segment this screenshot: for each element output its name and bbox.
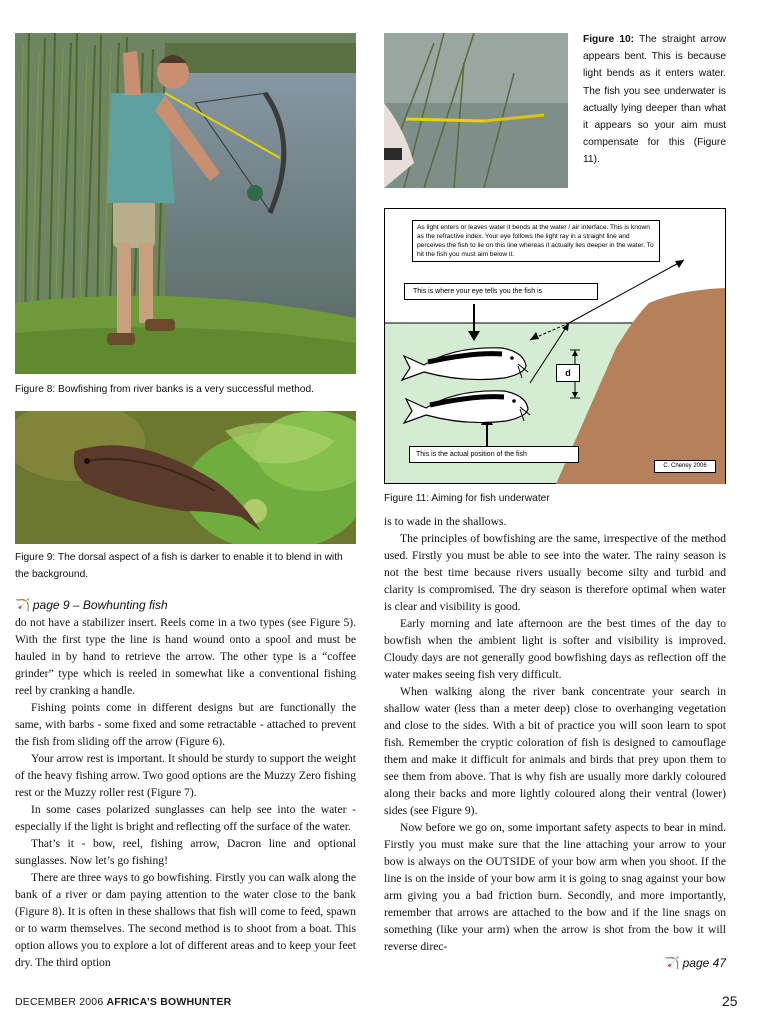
archer-icon: 🏹 [664,956,680,970]
issue-date: DECEMBER 2006 [15,996,104,1008]
figure-11-diagram [384,208,726,484]
body-paragraph: is to wade in the shallows. [384,515,507,528]
figure-9-photo [15,411,356,544]
bent-arrow-water-image [384,33,568,188]
body-paragraph: do not have a stabilizer insert. Reels come in a two types (see Figure 5). With the first type the line is hand wound onto a spool and must be hauled in by hand to retrieve the arrow. The other type is a “coffee grinder” type which is reeled in somewhat like a conventional fishing reel by cranking a handle. [15,616,356,697]
figure-11-caption: Figure 11: Aiming for fish underwater [384,493,550,504]
body-paragraph: That’s it - bow, reel, fishing arrow, Dacron line and optional sunglasses. Now let’s go fishing! [15,837,356,867]
jump-to-line[interactable] [384,955,726,972]
apparent-position-label: This is where your eye tells you the fish is [404,283,598,300]
figure-10-photo [384,33,568,188]
figure-10-caption [583,31,726,169]
fish-underwater-image [15,411,356,544]
diagram-credit: C. Cheney 2006 [654,460,716,473]
left-column [15,597,356,971]
archer-icon: 🏹 [15,598,30,612]
body-paragraph: Your arrow rest is important. It should be sturdy to support the weight of the heavy fishing arrow. Two good options are the Muzzy Zero fishing rest or the Muzzy roller rest (Figure 7). [15,752,356,799]
body-paragraph: The principles of bowfishing are the same, irrespective of the method used. Firstly you must be able to see into the water. The rainy season is not the best time because rivers usually become silty and turbid and clarity is compromised. The dry season is therefore optimal when water is clear and visibility is good. [384,532,726,613]
figure-10-text: The straight arrow appears bent. This is because light bends as it enters water. The fish you see underwater is actually lying deeper than what it appears so your aim must compensate for this (Figure 11). [583,34,726,166]
body-paragraph: Now before we go on, some important safety aspects to bear in mind. Firstly you must make sure that the line attaching your arrow to your bow is always on the OUTSIDE of your bow arm when you shoot. If the line is on the inside of your bow arm it is going to snag against your bow arm giving you a bad friction burn. Secondly, and more importantly, remember that arrows are attached to the bow and if the line snags on something (like your arm) when the arrow is shot from the bow it will reverse direc- [384,821,726,953]
refraction-explanation-box: As light enters or leaves water it bends at the water / air interface. This is known as the refractive index. Your eye follows the light ray in a straight line and perceives the fish to lie on this line whereas it actually lies deeper in the water. To hit the fish you must aim below it. [412,220,660,262]
figure-8-photo [15,33,356,374]
footer-issue [15,996,231,1008]
figure-8-caption: Figure 8: Bowfishing from river banks is a very successful method. [15,384,314,395]
jump-from-line [15,597,356,614]
body-paragraph: Early morning and late afternoon are the best times of the day to bowfish when the ambient light is softer and visibility is improved. Cloudy days are not generally good bowfishing days as reflection off the water makes seeing fish very difficult. [384,617,726,681]
body-paragraph: Fishing points come in different designs but are functionally the same, with barbs - some fixed and some retractable - attached to prevent the fish from sliding off the arrow (Figure 6). [15,701,356,748]
bowfishing-riverbank-image [15,33,356,374]
actual-position-label: This is the actual position of the fish [409,446,579,463]
body-paragraph: When walking along the river bank concentrate your search in shallow water (less than a meter deep) close to overhanging vegetation and close to the sides. With a bit of practice you will soon learn to spot fish. Remember the cryptic coloration of fish is designed to camouflage them and make it difficult for animals and birds that prey upon them to see them from above. That is why fish are usually more darkly coloured along their backs and more lightly coloured along their ventral (lower) sides (see Figure 9). [384,685,726,817]
jump-to-text[interactable]: page 47 [682,956,726,970]
depth-label: d [556,364,580,382]
figure-10-label: Figure 10: [583,34,635,45]
jump-from-text: page 9 – Bowhunting fish [32,598,168,612]
body-paragraph: In some cases polarized sunglasses can help see into the water - especially if the light is bright and reflecting off the surface of the water. [15,803,356,833]
magazine-name: AFRICA’S BOWHUNTER [106,996,232,1008]
page-number: 25 [722,993,738,1009]
body-paragraph: There are three ways to go bowfishing. Firstly you can walk along the bank of a river or dam paying attention to the water close to the bank (Figure 8). It is often in these shallows that fish will come to feed, spawn or to warm themselves. The second method is to shoot from a boat. This option allows you to explore a lot of different areas and to keep your feet dry. The third option [15,871,356,969]
figure-9-caption: Figure 9: The dorsal aspect of a fish is darker to enable it to blend in with the background. [15,552,343,580]
right-column [384,513,726,972]
